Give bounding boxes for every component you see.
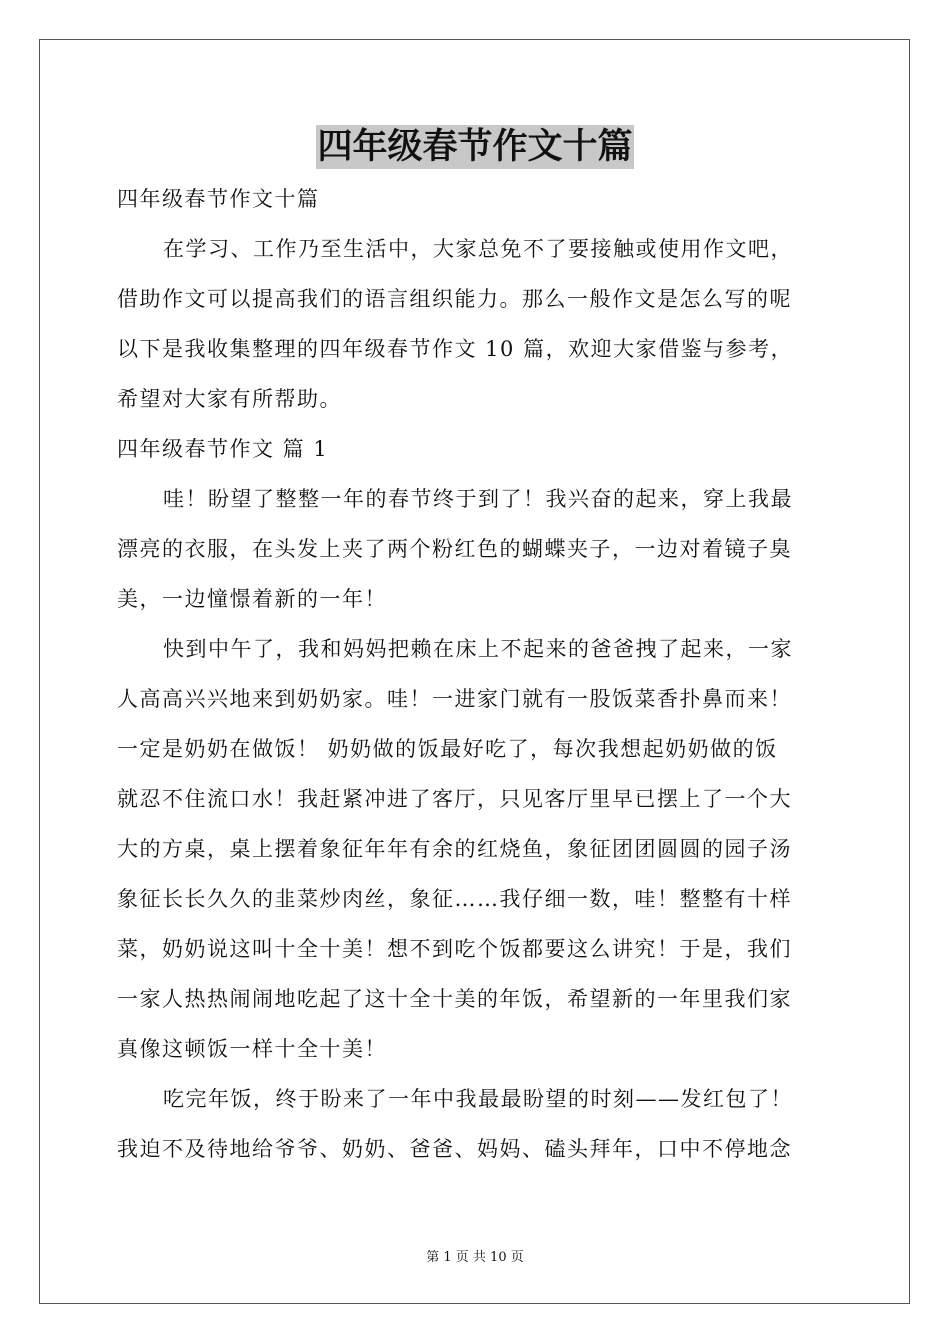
page-footer: 第 1 页 共 10 页 <box>426 1250 524 1265</box>
text-line: 真像这顿饭一样十全十美！ <box>117 1037 387 1061</box>
text-line: 吃完年饭，终于盼来了一年中我最最盼望的时刻——发红包了！ <box>163 1087 793 1111</box>
text-line: 四年级春节作文 篇 1 <box>117 437 329 461</box>
text-line: 快到中午了，我和妈妈把赖在床上不起来的爸爸拽了起来，一家 <box>163 637 793 661</box>
text-line: 希望对大家有所帮助。 <box>117 387 342 411</box>
text-line: 漂亮的衣服，在头发上夹了两个粉红色的蝴蝶夹子，一边对着镜子臭 <box>117 537 792 561</box>
document-body <box>117 174 833 1174</box>
text-line: 一家人热热闹闹地吃起了这十全十美的年饭，希望新的一年里我们家 <box>117 987 792 1011</box>
text-line: 美，一边憧憬着新的一年！ <box>117 587 387 611</box>
text-line: 四年级春节作文十篇 <box>117 187 320 211</box>
text-line: 以下是我收集整理的四年级春节作文 10 篇，欢迎大家借鉴与参考， <box>117 337 794 361</box>
text-line: 一定是奶奶在做饭！ 奶奶做的饭最好吃了，每次我想起奶奶做的饭 <box>117 737 778 761</box>
text-line: 人高高兴兴地来到奶奶家。哇！一进家门就有一股饭菜香扑鼻而来！ <box>117 687 792 711</box>
text-line: 借助作文可以提高我们的语言组织能力。那么一般作文是怎么写的呢 <box>117 287 792 311</box>
text-line: 我迫不及待地给爷爷、奶奶、爸爸、妈妈、磕头拜年，口中不停地念 <box>117 1137 792 1161</box>
text-line: 象征长长久久的韭菜炒肉丝，象征……我仔细一数，哇！整整有十样 <box>117 887 792 911</box>
text-line: 就忍不住流口水！我赶紧冲进了客厅，只见客厅里早已摆上了一个大 <box>117 787 792 811</box>
document-title: 四年级春节作文十篇 <box>317 126 633 167</box>
text-line: 菜，奶奶说这叫十全十美！想不到吃个饭都要这么讲究！于是，我们 <box>117 937 792 961</box>
title-container <box>0 125 950 169</box>
text-line: 大的方桌，桌上摆着象征年年有余的红烧鱼，象征团团圆圆的园子汤 <box>117 837 792 861</box>
text-line: 哇！盼望了整整一年的春节终于到了！我兴奋的起来，穿上我最 <box>163 487 793 511</box>
text-line: 在学习、工作乃至生活中，大家总免不了要接触或使用作文吧， <box>163 237 793 261</box>
